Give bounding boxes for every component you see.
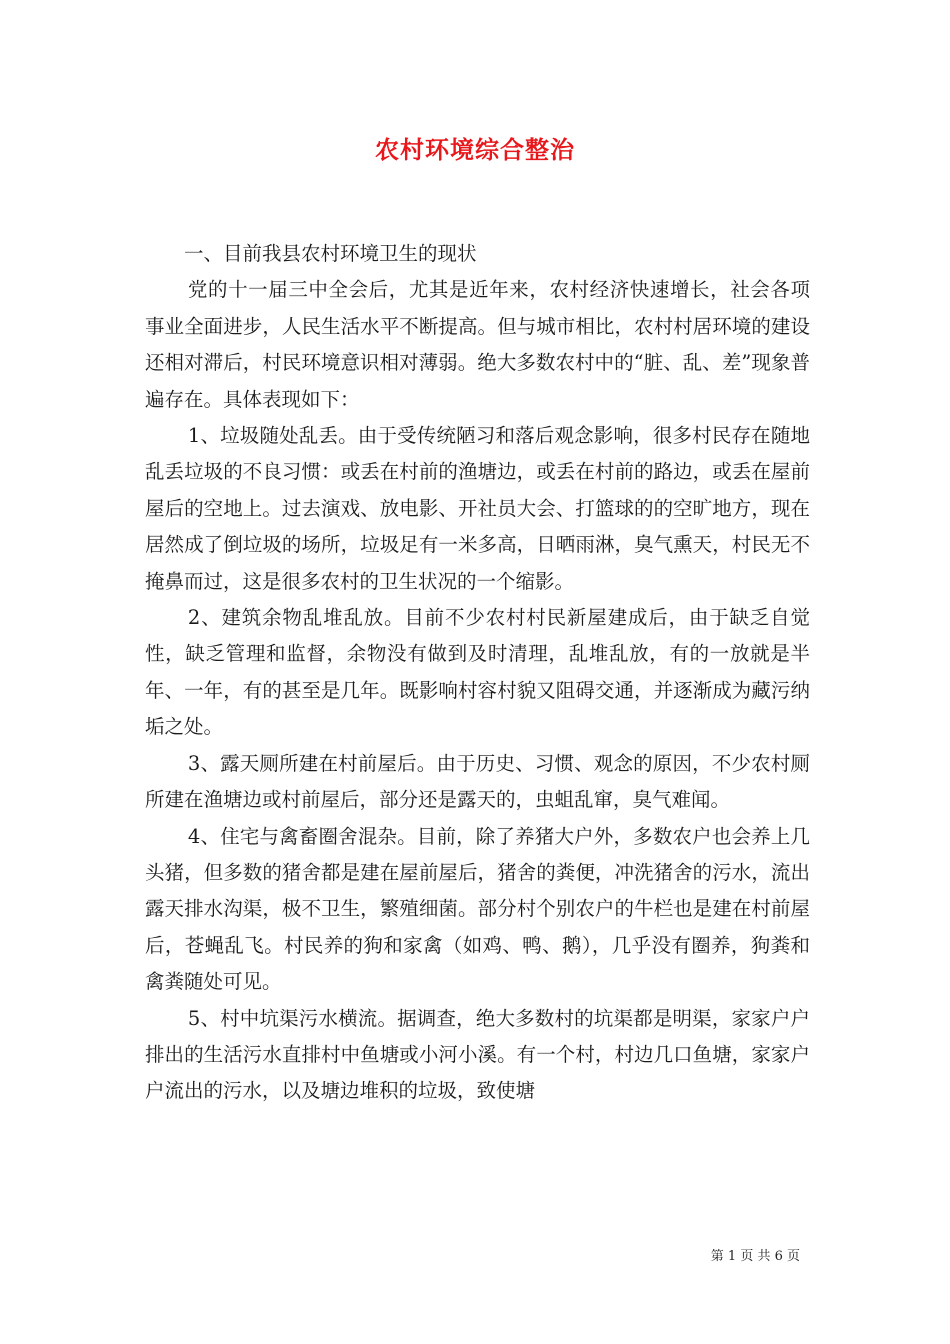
section-heading: 一、目前我县农村环境卫生的现状 bbox=[184, 242, 477, 265]
document-body bbox=[145, 236, 810, 1110]
paragraph-item-2: 2、建筑余物乱堆乱放。目前不少农村村民新屋建成后，由于缺乏自觉性，缺乏管理和监督，余物没有做到及时清理，乱堆乱放，有的一放就是半年、一年，有的甚至是几年。既影响村容村貌又阻碍交通，并逐渐成为藏污纳垢之处。 bbox=[145, 606, 810, 739]
paragraph-item-1: 1、垃圾随处乱丢。由于受传统陋习和落后观念影响，很多村民存在随地乱丢垃圾的不良习惯：或丢在村前的渔塘边，或丢在村前的路边，或丢在屋前屋后的空地上。过去演戏、放电影、开社员大会、打篮球的的空旷地方，现在居然成了倒垃圾的场所，垃圾足有一米多高，日晒雨淋，臭气熏天，村民无不掩鼻而过，这是很多农村的卫生状况的一个缩影。 bbox=[145, 424, 810, 593]
document-title: 农村环境综合整治 bbox=[375, 135, 575, 164]
paragraph-item-3: 3、露天厕所建在村前屋后。由于历史、习惯、观念的原因，不少农村厕所建在渔塘边或村前屋后，部分还是露天的，虫蛆乱窜，臭气难闻。 bbox=[145, 751, 810, 812]
paragraph-item-4: 4、住宅与禽畜圈舍混杂。目前，除了养猪大户外，多数农户也会养上几头猪，但多数的猪舍都是建在屋前屋后，猪舍的粪便，冲洗猪舍的污水，流出露天排水沟渠，极不卫生，繁殖细菌。部分村个别农户的牛栏也是建在村前屋后，苍蝇乱飞。村民养的狗和家禽（如鸡、鸭、鹅），几乎没有圈养，狗粪和禽粪随处可见。 bbox=[145, 824, 810, 994]
paragraph-intro: 党的十一届三中全会后，尤其是近年来，农村经济快速增长，社会各项事业全面进步，人民生活水平不断提高。但与城市相比，农村村居环境的建设还相对滞后，村民环境意识相对薄弱。绝大多数农村中的“脏、乱、差”现象普遍存在。具体表现如下： bbox=[145, 278, 810, 411]
page-number-footer: 第 1 页 共 6 页 bbox=[710, 1249, 800, 1264]
paragraph-item-5: 5、村中坑渠污水横流。据调查，绝大多数村的坑渠都是明渠，家家户户排出的生活污水直排村中鱼塘或小河小溪。有一个村，村边几口鱼塘，家家户户流出的污水，以及塘边堆积的垃圾，致使塘 bbox=[145, 1006, 810, 1103]
